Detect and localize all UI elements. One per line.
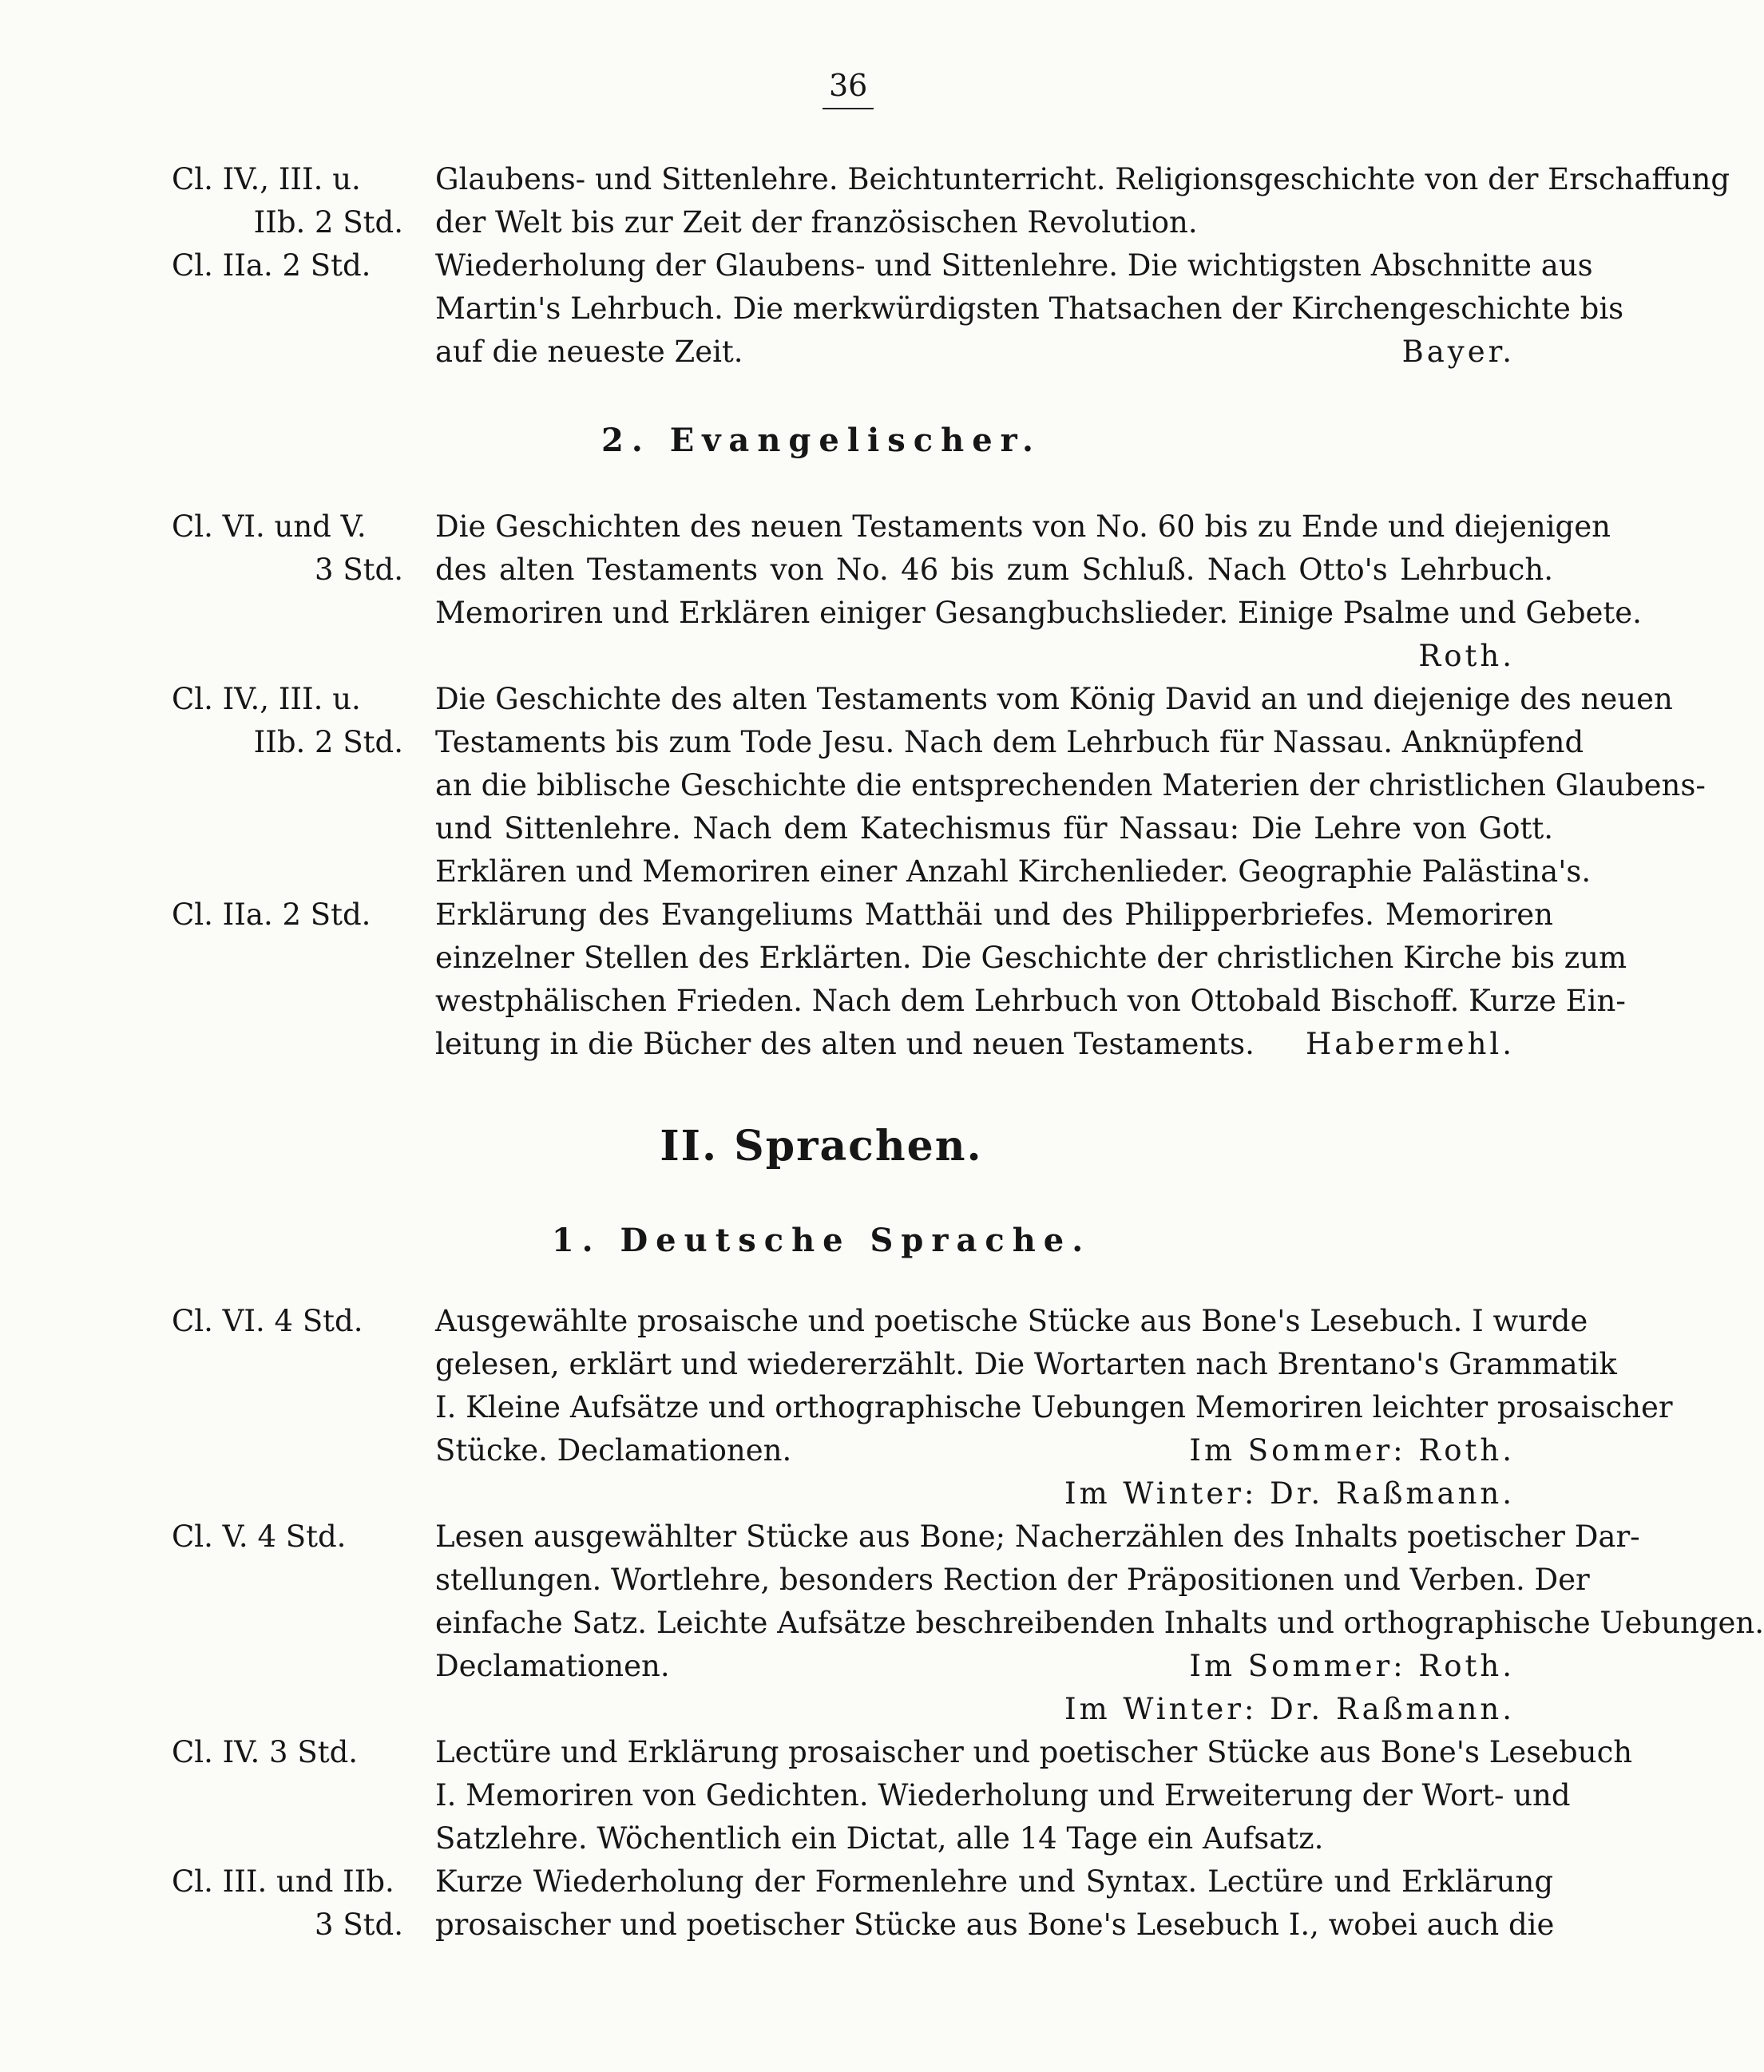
line-text: stellungen. Wortlehre, besonders Rection der Präpositionen und Verben. Der — [435, 1563, 1590, 1597]
signature: Habermehl. — [1306, 1027, 1515, 1061]
class-label: Cl. IIa. 2 Std. — [172, 897, 371, 932]
text-line — [0, 160, 1730, 200]
line-text: Satzlehre. Wöchentlich ein Dictat, alle 14 Tage ein Aufsatz. — [435, 1821, 1324, 1856]
text-line — [0, 593, 1643, 633]
line-text: einzelner Stellen des Erklärten. Die Geschichte der christlichen Kirche bis zum — [435, 941, 1627, 975]
text-line — [0, 1474, 1643, 1514]
class-label: Cl. VI. 4 Std. — [172, 1304, 363, 1338]
text-line — [0, 332, 1643, 372]
class-label: IIb. 2 Std. — [253, 725, 403, 759]
line-text: Lesen ausgewählter Stücke aus Bone; Nacherzählen des Inhalts poetischer Dar- — [435, 1519, 1640, 1554]
line-text: der Welt bis zur Zeit der französischen Revolution. — [435, 205, 1198, 240]
line-text: leitung in die Bücher des alten und neuen Testaments. — [435, 1027, 1255, 1061]
line-text: I. Kleine Aufsätze und orthographische Uebungen Memoriren leichter prosaischer — [435, 1390, 1673, 1424]
line-text: Glaubens- und Sittenlehre. Beichtunterricht. Religionsgeschichte von der Erschaffung — [435, 162, 1730, 196]
line-text: Declamationen. — [435, 1649, 670, 1683]
text-line — [0, 895, 1643, 935]
text-line — [0, 679, 1673, 719]
text-line — [0, 1905, 1643, 1945]
class-label: Cl. IIa. 2 Std. — [172, 248, 371, 283]
class-label: Cl. V. 4 Std. — [172, 1519, 347, 1554]
line-text: Die Geschichte des alten Testaments vom König David an und diejenige des neuen — [435, 682, 1673, 716]
text-line — [0, 981, 1643, 1021]
text-line — [0, 1819, 1643, 1859]
signature: Bayer. — [1401, 335, 1515, 369]
text-line — [0, 938, 1643, 978]
signature: Im Sommer: Roth. — [1189, 1649, 1515, 1683]
line-text: Lectüre und Erklärung prosaischer und poetischer Stücke aus Bone's Lesebuch — [435, 1735, 1633, 1769]
text-line — [0, 1517, 1643, 1557]
text-line — [0, 550, 1643, 590]
subsection-heading: 1. Deutsche Sprache. — [551, 1222, 1092, 1259]
text-line — [0, 1388, 1673, 1428]
class-label: Cl. IV., III. u. — [172, 162, 361, 196]
text-line — [0, 852, 1643, 892]
text-line — [0, 1733, 1643, 1773]
text-line — [0, 1776, 1643, 1816]
line-text: und Sittenlehre. Nach dem Katechismus für Nassau: Die Lehre von Gott. — [435, 811, 1553, 846]
text-line — [0, 1646, 1643, 1686]
line-text: westphälischen Frieden. Nach dem Lehrbuch von Ottobald Bischoff. Kurze Ein- — [435, 984, 1626, 1018]
text-line — [0, 723, 1643, 763]
section-heading: II. Sprachen. — [660, 1122, 983, 1171]
line-text: Wiederholung der Glaubens- und Sittenlehre. Die wichtigsten Abschnitte aus — [435, 248, 1593, 283]
line-text: Erklären und Memoriren einer Anzahl Kirchenlieder. Geographie Palästina's. — [435, 854, 1592, 889]
class-label: 3 Std. — [315, 1908, 403, 1942]
class-label: Cl. VI. und V. — [172, 509, 367, 544]
text-line — [0, 1690, 1643, 1729]
line-text: des alten Testaments von No. 46 bis zum Schluß. Nach Otto's Lehrbuch. — [435, 553, 1553, 587]
line-text: auf die neueste Zeit. — [435, 335, 743, 369]
text-line — [0, 1603, 1764, 1643]
text-line — [0, 1431, 1643, 1471]
line-text: Testaments bis zum Tode Jesu. Nach dem Lehrbuch für Nassau. Anknüpfend — [435, 725, 1584, 759]
text-line — [0, 507, 1643, 547]
signature: Im Winter: Dr. Raßmann. — [1064, 1692, 1515, 1726]
text-line — [0, 1301, 1643, 1341]
line-text: Ausgewählte prosaische und poetische Stücke aus Bone's Lesebuch. I wurde — [435, 1304, 1588, 1338]
text-line — [0, 1024, 1643, 1064]
class-label: Cl. IV., III. u. — [172, 682, 361, 716]
line-text: prosaischer und poetischer Stücke aus Bone's Lesebuch I., wobei auch die — [435, 1908, 1555, 1942]
text-line — [0, 289, 1643, 329]
text-line — [0, 636, 1643, 676]
line-text: gelesen, erklärt und wiedererzählt. Die Wortarten nach Brentano's Grammatik — [435, 1347, 1617, 1381]
section-heading: 2. Evangelischer. — [601, 422, 1041, 459]
line-text: Stücke. Declamationen. — [435, 1433, 792, 1468]
text-line — [0, 203, 1643, 243]
text-line — [0, 1862, 1643, 1902]
line-text: Kurze Wiederholung der Formenlehre und Syntax. Lectüre und Erklärung — [435, 1864, 1553, 1899]
line-text: an die biblische Geschichte die entsprechenden Materien der christlichen Glaubens- — [435, 768, 1706, 802]
signature: Roth. — [1418, 639, 1515, 673]
class-label: IIb. 2 Std. — [253, 205, 403, 240]
class-label: 3 Std. — [315, 553, 403, 587]
signature: Im Sommer: Roth. — [1189, 1433, 1515, 1468]
class-label: Cl. III. und IIb. — [172, 1864, 394, 1899]
line-text: I. Memoriren von Gedichten. Wiederholung und Erweiterung der Wort- und — [435, 1778, 1571, 1813]
text-line — [0, 1560, 1643, 1600]
line-text: Memoriren und Erklären einiger Gesangbuchslieder. Einige Psalme und Gebete. — [435, 596, 1642, 630]
line-text: einfache Satz. Leichte Aufsätze beschreibenden Inhalts und orthographische Uebungen. — [435, 1606, 1764, 1640]
line-text: Martin's Lehrbuch. Die merkwürdigsten Thatsachen der Kirchengeschichte bis — [435, 291, 1624, 326]
line-text: Erklärung des Evangeliums Matthäi und des Philipperbriefes. Memoriren — [435, 897, 1553, 932]
text-line — [0, 246, 1643, 286]
text-line — [0, 1345, 1643, 1385]
text-line — [0, 766, 1706, 806]
class-label: Cl. IV. 3 Std. — [172, 1735, 359, 1769]
page-number: 36 — [823, 68, 874, 109]
line-text: Die Geschichten des neuen Testaments von No. 60 bis zu Ende und diejenigen — [435, 509, 1611, 544]
text-line — [0, 809, 1643, 849]
signature: Im Winter: Dr. Raßmann. — [1064, 1476, 1515, 1511]
